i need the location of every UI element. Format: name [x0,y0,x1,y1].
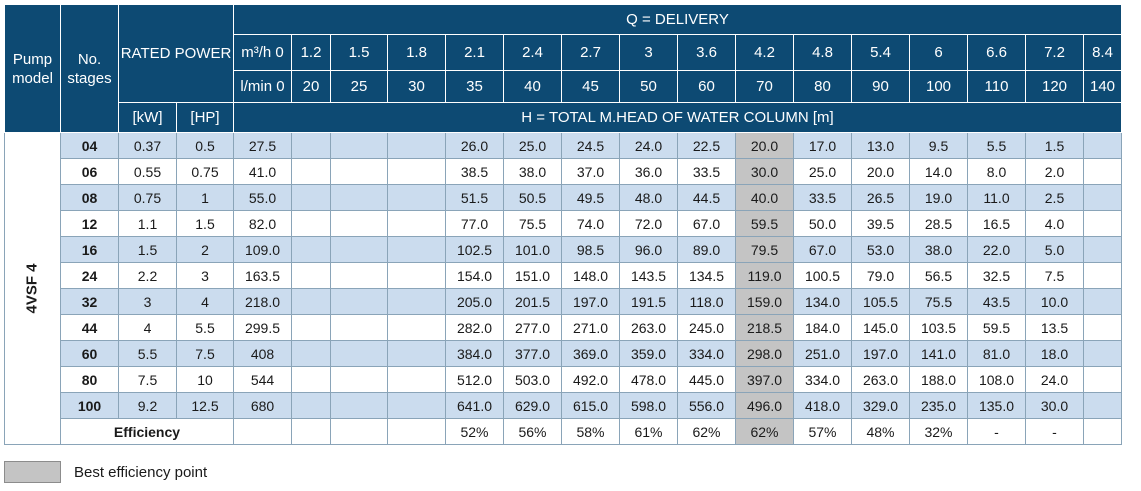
flow-lmin-header: 80 [794,71,852,103]
flow-lmin-header: 120 [1026,71,1084,103]
head-value-cell: 101.0 [504,237,562,263]
table-row [5,133,1122,159]
head-value-cell: 50.5 [504,185,562,211]
head-value-cell: 19.0 [910,185,968,211]
flow-m3h-header: 2.1 [446,35,504,71]
head-value-cell: 44.5 [678,185,736,211]
efficiency-value-cell: 32% [910,419,968,445]
head-zero-cell: 299.5 [234,315,292,341]
head-value-cell: 105.5 [852,289,910,315]
head-value-cell: 22.0 [968,237,1026,263]
table-row [5,315,1122,341]
head-value-cell [292,159,331,185]
head-value-cell [388,393,446,419]
hp-cell: 1.5 [177,211,234,237]
head-value-cell [292,185,331,211]
head-value-cell: 191.5 [620,289,678,315]
head-value-cell: 1.5 [1026,133,1084,159]
head-zero-cell: 163.5 [234,263,292,289]
flow-lmin-header: 100 [910,71,968,103]
head-value-cell [331,341,388,367]
head-value-cell: 79.0 [852,263,910,289]
head-value-cell: 14.0 [910,159,968,185]
head-value-cell: 108.0 [968,367,1026,393]
best-efficiency-swatch [4,461,61,483]
head-value-cell: 369.0 [562,341,620,367]
head-value-cell: 67.0 [678,211,736,237]
efficiency-value-cell: 61% [620,419,678,445]
head-value-cell: 38.5 [446,159,504,185]
head-value-cell: 134.5 [678,263,736,289]
head-value-cell: 75.5 [504,211,562,237]
head-value-cell: 148.0 [562,263,620,289]
hp-cell: 0.75 [177,159,234,185]
head-value-cell: 263.0 [852,367,910,393]
pump-model-header: Pump model [5,5,61,133]
efficiency-value-cell: 62% [736,419,794,445]
hp-header: [HP] [177,103,234,133]
hp-cell: 5.5 [177,315,234,341]
flow-m3h-header: 1.2 [292,35,331,71]
rated-power-header: RATED POWER [119,5,234,103]
efficiency-label: Efficiency [61,419,234,445]
head-value-cell: 8.0 [968,159,1026,185]
head-value-cell: 496.0 [736,393,794,419]
head-value-cell [1084,367,1122,393]
head-value-cell: 418.0 [794,393,852,419]
table-row [5,263,1122,289]
head-value-cell: 245.0 [678,315,736,341]
head-value-cell [388,237,446,263]
head-zero-cell: 218.0 [234,289,292,315]
head-zero-cell: 41.0 [234,159,292,185]
head-value-cell: 89.0 [678,237,736,263]
head-value-cell [1084,211,1122,237]
head-zero-cell: 27.5 [234,133,292,159]
head-value-cell: 119.0 [736,263,794,289]
head-value-cell: 100.5 [794,263,852,289]
efficiency-value-cell: 48% [852,419,910,445]
flow-lmin-header: 35 [446,71,504,103]
head-value-cell: 75.5 [910,289,968,315]
table-row [5,211,1122,237]
efficiency-value-cell [292,419,331,445]
kw-cell: 3 [119,289,177,315]
stage-cell: 100 [61,393,119,419]
head-value-cell: 28.5 [910,211,968,237]
head-value-cell: 384.0 [446,341,504,367]
efficiency-value-cell [331,419,388,445]
head-zero-cell: 680 [234,393,292,419]
efficiency-value-cell [1084,419,1122,445]
head-value-cell: 30.0 [736,159,794,185]
flow-m3h-header: 8.4 [1084,35,1122,71]
flow-lmin-header: 25 [331,71,388,103]
head-value-cell [388,185,446,211]
head-value-cell [292,367,331,393]
head-value-cell [331,185,388,211]
flow-m3h-header: 7.2 [1026,35,1084,71]
kw-cell: 7.5 [119,367,177,393]
head-value-cell: 188.0 [910,367,968,393]
head-value-cell: 7.5 [1026,263,1084,289]
head-value-cell [1084,159,1122,185]
head-value-cell [331,263,388,289]
head-value-cell [388,289,446,315]
head-value-cell [331,133,388,159]
head-value-cell: 263.0 [620,315,678,341]
head-value-cell: 2.0 [1026,159,1084,185]
stage-cell: 24 [61,263,119,289]
efficiency-value-cell: - [968,419,1026,445]
efficiency-value-cell [388,419,446,445]
flow-lmin-header: 90 [852,71,910,103]
kw-cell: 5.5 [119,341,177,367]
head-value-cell: 2.5 [1026,185,1084,211]
head-value-cell [331,315,388,341]
flow-m3h-header: 6.6 [968,35,1026,71]
flow-lmin-header: 20 [292,71,331,103]
head-value-cell: 154.0 [446,263,504,289]
delivery-header: Q = DELIVERY [234,5,1122,35]
efficiency-value-cell: 62% [678,419,736,445]
head-value-cell [1084,237,1122,263]
table-row [5,367,1122,393]
head-value-cell: 25.0 [504,133,562,159]
kw-cell: 0.37 [119,133,177,159]
head-value-cell: 56.5 [910,263,968,289]
head-value-cell: 184.0 [794,315,852,341]
kw-cell: 1.1 [119,211,177,237]
head-value-cell: 9.5 [910,133,968,159]
hp-cell: 12.5 [177,393,234,419]
head-value-cell: 298.0 [736,341,794,367]
head-value-cell: 38.0 [910,237,968,263]
stage-cell: 60 [61,341,119,367]
head-value-cell: 51.5 [446,185,504,211]
head-value-cell: 36.0 [620,159,678,185]
head-value-cell: 13.0 [852,133,910,159]
head-value-cell: 43.5 [968,289,1026,315]
head-value-cell [388,159,446,185]
head-value-cell: 201.5 [504,289,562,315]
flow-m3h-header: 6 [910,35,968,71]
flow-m3h-header: 4.2 [736,35,794,71]
efficiency-value-cell: - [1026,419,1084,445]
head-value-cell: 32.5 [968,263,1026,289]
m3h-unit-label: m³/h 0 [234,35,292,71]
kw-cell: 0.55 [119,159,177,185]
head-value-cell: 37.0 [562,159,620,185]
head-value-cell: 26.5 [852,185,910,211]
hp-cell: 1 [177,185,234,211]
flow-lmin-header: 45 [562,71,620,103]
head-value-cell: 20.0 [736,133,794,159]
hp-cell: 2 [177,237,234,263]
stage-cell: 12 [61,211,119,237]
kw-cell: 4 [119,315,177,341]
flow-m3h-header: 5.4 [852,35,910,71]
flow-lmin-header: 70 [736,71,794,103]
head-value-cell: 235.0 [910,393,968,419]
efficiency-value-cell: 57% [794,419,852,445]
head-value-cell [292,393,331,419]
head-value-cell: 615.0 [562,393,620,419]
head-value-cell: 24.5 [562,133,620,159]
head-value-cell: 377.0 [504,341,562,367]
head-value-cell: 53.0 [852,237,910,263]
flow-lmin-header: 40 [504,71,562,103]
head-value-cell: 48.0 [620,185,678,211]
head-value-cell [292,315,331,341]
head-value-cell: 10.0 [1026,289,1084,315]
hp-cell: 0.5 [177,133,234,159]
flow-lmin-header: 50 [620,71,678,103]
head-zero-cell: 408 [234,341,292,367]
stage-cell: 08 [61,185,119,211]
flow-lmin-header: 110 [968,71,1026,103]
head-value-cell [331,237,388,263]
stage-cell: 06 [61,159,119,185]
kw-cell: 9.2 [119,393,177,419]
flow-m3h-header: 3.6 [678,35,736,71]
table-row [5,341,1122,367]
pump-model-name: 4VSF 4 [24,263,41,314]
head-value-cell [292,341,331,367]
head-value-cell: 25.0 [794,159,852,185]
head-value-cell: 11.0 [968,185,1026,211]
head-value-cell: 98.5 [562,237,620,263]
head-value-cell: 135.0 [968,393,1026,419]
head-value-cell: 159.0 [736,289,794,315]
head-value-cell [292,237,331,263]
head-value-cell: 141.0 [910,341,968,367]
head-value-cell: 59.5 [968,315,1026,341]
head-value-cell: 478.0 [620,367,678,393]
head-value-cell: 40.0 [736,185,794,211]
head-value-cell [1084,133,1122,159]
head-value-cell [331,289,388,315]
head-value-cell: 512.0 [446,367,504,393]
head-value-cell: 145.0 [852,315,910,341]
efficiency-value-cell: 56% [504,419,562,445]
head-value-cell: 33.5 [678,159,736,185]
stage-cell: 80 [61,367,119,393]
head-value-cell [388,133,446,159]
flow-m3h-header: 3 [620,35,678,71]
efficiency-row [5,419,1122,445]
head-value-cell: 282.0 [446,315,504,341]
efficiency-empty-cell [234,419,292,445]
stage-cell: 32 [61,289,119,315]
head-value-cell [331,393,388,419]
efficiency-value-cell: 52% [446,419,504,445]
head-value-cell: 4.0 [1026,211,1084,237]
head-value-cell [1084,341,1122,367]
head-value-cell: 445.0 [678,367,736,393]
head-value-cell: 72.0 [620,211,678,237]
head-header: H = TOTAL M.HEAD OF WATER COLUMN [m] [234,103,1122,133]
no-stages-header: No. stages [61,5,119,133]
head-value-cell [388,341,446,367]
stage-cell: 16 [61,237,119,263]
head-value-cell: 277.0 [504,315,562,341]
head-value-cell: 22.5 [678,133,736,159]
head-value-cell: 218.5 [736,315,794,341]
lmin-unit-label: l/min 0 [234,71,292,103]
flow-lmin-header: 140 [1084,71,1122,103]
head-value-cell: 5.0 [1026,237,1084,263]
head-value-cell: 556.0 [678,393,736,419]
kw-cell: 0.75 [119,185,177,211]
head-value-cell: 641.0 [446,393,504,419]
head-value-cell: 38.0 [504,159,562,185]
legend-label: Best efficiency point [74,464,208,481]
table-row [5,185,1122,211]
head-value-cell: 118.0 [678,289,736,315]
head-value-cell: 197.0 [562,289,620,315]
head-value-cell: 59.5 [736,211,794,237]
pump-performance-table [4,4,1122,445]
head-value-cell [292,211,331,237]
flow-m3h-header: 4.8 [794,35,852,71]
stage-cell: 44 [61,315,119,341]
head-value-cell: 251.0 [794,341,852,367]
head-value-cell [331,211,388,237]
flow-m3h-header: 2.4 [504,35,562,71]
hp-cell: 3 [177,263,234,289]
head-value-cell: 13.5 [1026,315,1084,341]
kw-header: [kW] [119,103,177,133]
head-value-cell: 17.0 [794,133,852,159]
kw-cell: 2.2 [119,263,177,289]
head-value-cell: 96.0 [620,237,678,263]
head-value-cell: 26.0 [446,133,504,159]
head-value-cell: 79.5 [736,237,794,263]
head-value-cell [292,133,331,159]
hp-cell: 10 [177,367,234,393]
head-value-cell [331,159,388,185]
flow-lmin-header: 30 [388,71,446,103]
head-value-cell: 67.0 [794,237,852,263]
head-value-cell: 205.0 [446,289,504,315]
head-value-cell [1084,393,1122,419]
head-value-cell [292,289,331,315]
head-value-cell: 24.0 [1026,367,1084,393]
flow-m3h-header: 1.8 [388,35,446,71]
head-value-cell: 329.0 [852,393,910,419]
head-value-cell [388,315,446,341]
head-value-cell: 24.0 [620,133,678,159]
head-value-cell [1084,315,1122,341]
head-value-cell: 5.5 [968,133,1026,159]
head-value-cell: 77.0 [446,211,504,237]
head-value-cell: 33.5 [794,185,852,211]
head-value-cell: 16.5 [968,211,1026,237]
efficiency-value-cell: 58% [562,419,620,445]
head-value-cell: 30.0 [1026,393,1084,419]
table-row [5,237,1122,263]
head-value-cell: 271.0 [562,315,620,341]
head-value-cell: 197.0 [852,341,910,367]
head-value-cell: 492.0 [562,367,620,393]
pump-model-cell [5,133,61,445]
head-zero-cell: 109.0 [234,237,292,263]
head-value-cell: 39.5 [852,211,910,237]
head-value-cell [331,367,388,393]
stage-cell: 04 [61,133,119,159]
head-value-cell [1084,185,1122,211]
head-value-cell: 151.0 [504,263,562,289]
head-value-cell: 134.0 [794,289,852,315]
flow-lmin-header: 60 [678,71,736,103]
head-zero-cell: 82.0 [234,211,292,237]
head-value-cell: 103.5 [910,315,968,341]
head-value-cell: 74.0 [562,211,620,237]
head-value-cell [388,367,446,393]
head-value-cell: 20.0 [852,159,910,185]
table-row [5,159,1122,185]
head-value-cell: 334.0 [794,367,852,393]
head-zero-cell: 544 [234,367,292,393]
hp-cell: 7.5 [177,341,234,367]
hp-cell: 4 [177,289,234,315]
table-row [5,393,1122,419]
head-value-cell: 598.0 [620,393,678,419]
head-value-cell: 397.0 [736,367,794,393]
head-value-cell: 629.0 [504,393,562,419]
head-zero-cell: 55.0 [234,185,292,211]
head-value-cell [1084,289,1122,315]
flow-m3h-header: 1.5 [331,35,388,71]
head-value-cell: 503.0 [504,367,562,393]
head-value-cell: 50.0 [794,211,852,237]
table-row [5,289,1122,315]
head-value-cell [1084,263,1122,289]
head-value-cell: 81.0 [968,341,1026,367]
head-value-cell: 359.0 [620,341,678,367]
head-value-cell: 143.5 [620,263,678,289]
flow-m3h-header: 2.7 [562,35,620,71]
head-value-cell: 334.0 [678,341,736,367]
head-value-cell: 18.0 [1026,341,1084,367]
head-value-cell: 49.5 [562,185,620,211]
kw-cell: 1.5 [119,237,177,263]
head-value-cell: 102.5 [446,237,504,263]
head-value-cell [292,263,331,289]
head-value-cell [388,263,446,289]
head-value-cell [388,211,446,237]
